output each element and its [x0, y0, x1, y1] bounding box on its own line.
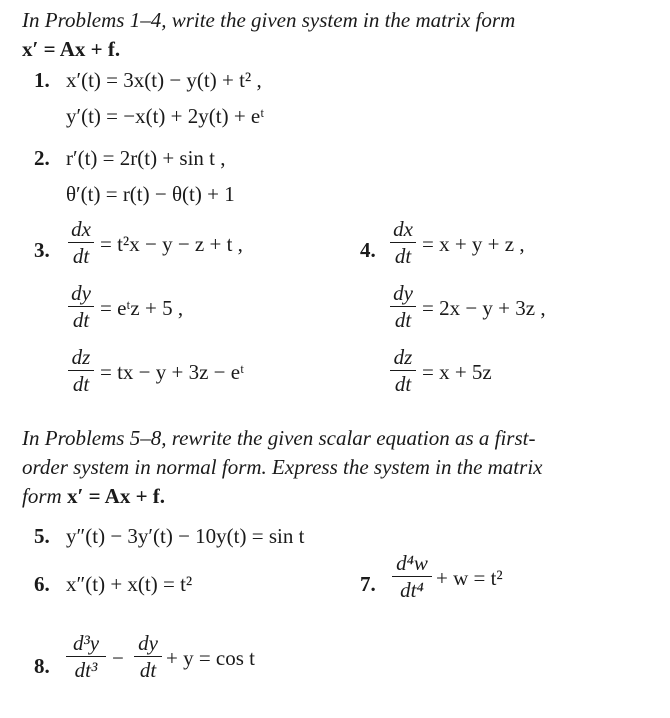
problem-4-number: 4. [360, 238, 376, 262]
problem-3-dx-dt: dx dt [68, 218, 94, 267]
problem-3-rhs-2: = eᵗz + 5 , [100, 296, 184, 320]
problem-8-minus: − [112, 646, 124, 670]
problem-3-rhs-3: = tx − y + 3z − eᵗ [100, 360, 245, 384]
problem-4-rhs-1: = x + y + z , [422, 232, 525, 256]
problem-7-number: 7. [360, 572, 376, 596]
problem-4-rhs-3: = x + 5z [422, 360, 492, 384]
problem-5-eq: y″(t) − 3y′(t) − 10y(t) = sin t [66, 524, 305, 548]
problem-7-rhs: + w = t² [436, 566, 503, 590]
intro-1-line-1: In Problems 1–4, write the given system in the matrix form [22, 8, 516, 32]
problem-1-eq-2: y′(t) = −x(t) + 2y(t) + eᵗ [66, 104, 265, 128]
problem-4-rhs-2: = 2x − y + 3z , [422, 296, 546, 320]
problem-8-rhs: + y = cos t [166, 646, 256, 670]
problem-8-d3y-dt3: d³y dt³ [66, 632, 106, 681]
problem-4-dz-dt: dz dt [390, 346, 416, 395]
problem-2-eq-2: θ′(t) = r(t) − θ(t) + 1 [66, 182, 235, 206]
problem-3-dy-dt: dy dt [68, 282, 94, 331]
intro-2-line-1: In Problems 5–8, rewrite the given scalar equation as a first- [22, 426, 536, 450]
problem-5-number: 5. [34, 524, 50, 548]
problem-6-number: 6. [34, 572, 50, 596]
problem-8-number: 8. [34, 654, 50, 678]
problem-3-rhs-1: = t²x − y − z + t , [100, 232, 243, 256]
intro-problems-1-4 [22, 6, 652, 64]
problem-7-d4w-dt4: d⁴w dt⁴ [392, 552, 432, 601]
intro-2-line-2: order system in normal form. Express the system in the matrix [22, 455, 543, 479]
problem-1-number: 1. [34, 68, 50, 92]
problem-3-number: 3. [34, 238, 50, 262]
problem-1-eq-1: x′(t) = 3x(t) − y(t) + t² , [66, 68, 262, 92]
problem-3-dz-dt: dz dt [68, 346, 94, 395]
intro-1-formula: x′ = Ax + f. [22, 37, 121, 61]
problem-8-dy-dt: dy dt [134, 632, 162, 681]
problem-2-eq-1: r′(t) = 2r(t) + sin t , [66, 146, 226, 170]
intro-2-formula: x′ = Ax + f. [66, 484, 166, 508]
intro-2-line-3: form [22, 484, 62, 508]
intro-problems-5-8 [22, 424, 652, 511]
problem-4-dx-dt: dx dt [390, 218, 416, 267]
problem-2-number: 2. [34, 146, 50, 170]
problem-6-eq: x″(t) + x(t) = t² [66, 572, 193, 596]
problem-4-dy-dt: dy dt [390, 282, 416, 331]
